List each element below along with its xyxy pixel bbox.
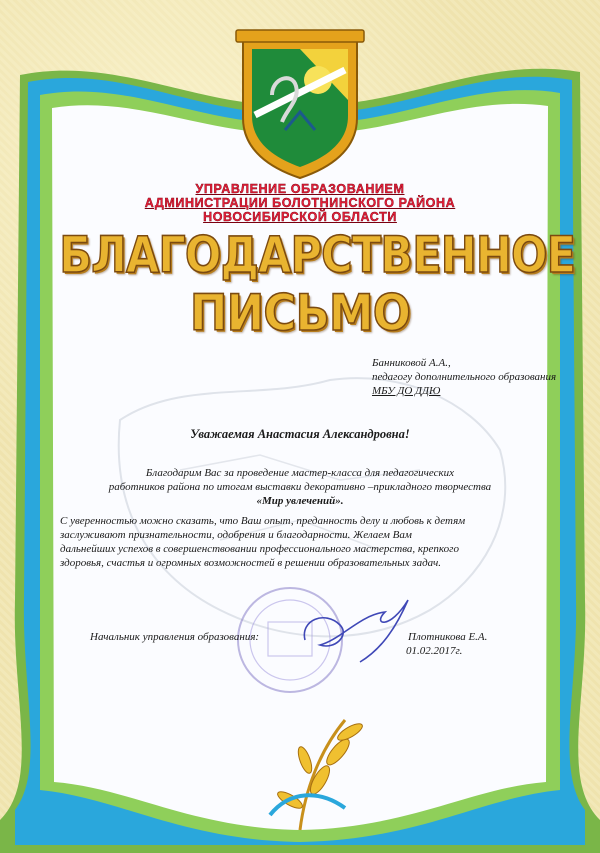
document-date: 01.02.2017г. xyxy=(406,645,463,657)
department-line: АДМИНИСТРАЦИИ БОЛОТНИНСКОГО РАЙОНА xyxy=(144,196,456,210)
department-line: УПРАВЛЕНИЕ ОБРАЗОВАНИЕМ xyxy=(195,182,405,196)
salutation: Уважаемая Анастасия Александровна! xyxy=(190,427,410,441)
body-line: Благодарим Вас за проведение мастер-класса для педагогических xyxy=(145,467,455,479)
body-paragraph-1 xyxy=(60,466,540,508)
recipient-block xyxy=(372,356,572,398)
event-name: «Мир увлечений». xyxy=(256,495,344,507)
title-line-1: БЛАГОДАРСТВЕННОЕ xyxy=(59,226,576,284)
recipient-line: Банниковой А.А., xyxy=(372,357,451,369)
recipient-line: МБУ ДО ДДЮ xyxy=(372,385,441,397)
recipient-line: педагогу дополнительного образования xyxy=(372,371,557,383)
title-line-2: ПИСЬМО xyxy=(189,284,411,342)
body-line: работников района по итогам выставки декоративно –прикладного творчества xyxy=(108,481,492,493)
body-line: здоровья, счастья и огромных возможностей в решении образовательных задач. xyxy=(60,557,441,569)
body-line: С уверенностью можно сказать, что Ваш опыт, преданность делу и любовь к детям xyxy=(60,515,466,527)
signature-title: Начальник управления образования: xyxy=(90,631,260,643)
body-line: заслуживают признательности, одобрения и благодарности. Желаем Вам xyxy=(60,529,412,541)
body-line: дальнейших успехов в совершенствовании профессионального мастерства, крепкого xyxy=(60,543,459,555)
signature-name: Плотникова Е.А. xyxy=(408,631,488,643)
department-line: НОВОСИБИРСКОЙ ОБЛАСТИ xyxy=(203,210,397,224)
body-paragraph-2 xyxy=(60,514,540,570)
department-header xyxy=(120,182,480,224)
